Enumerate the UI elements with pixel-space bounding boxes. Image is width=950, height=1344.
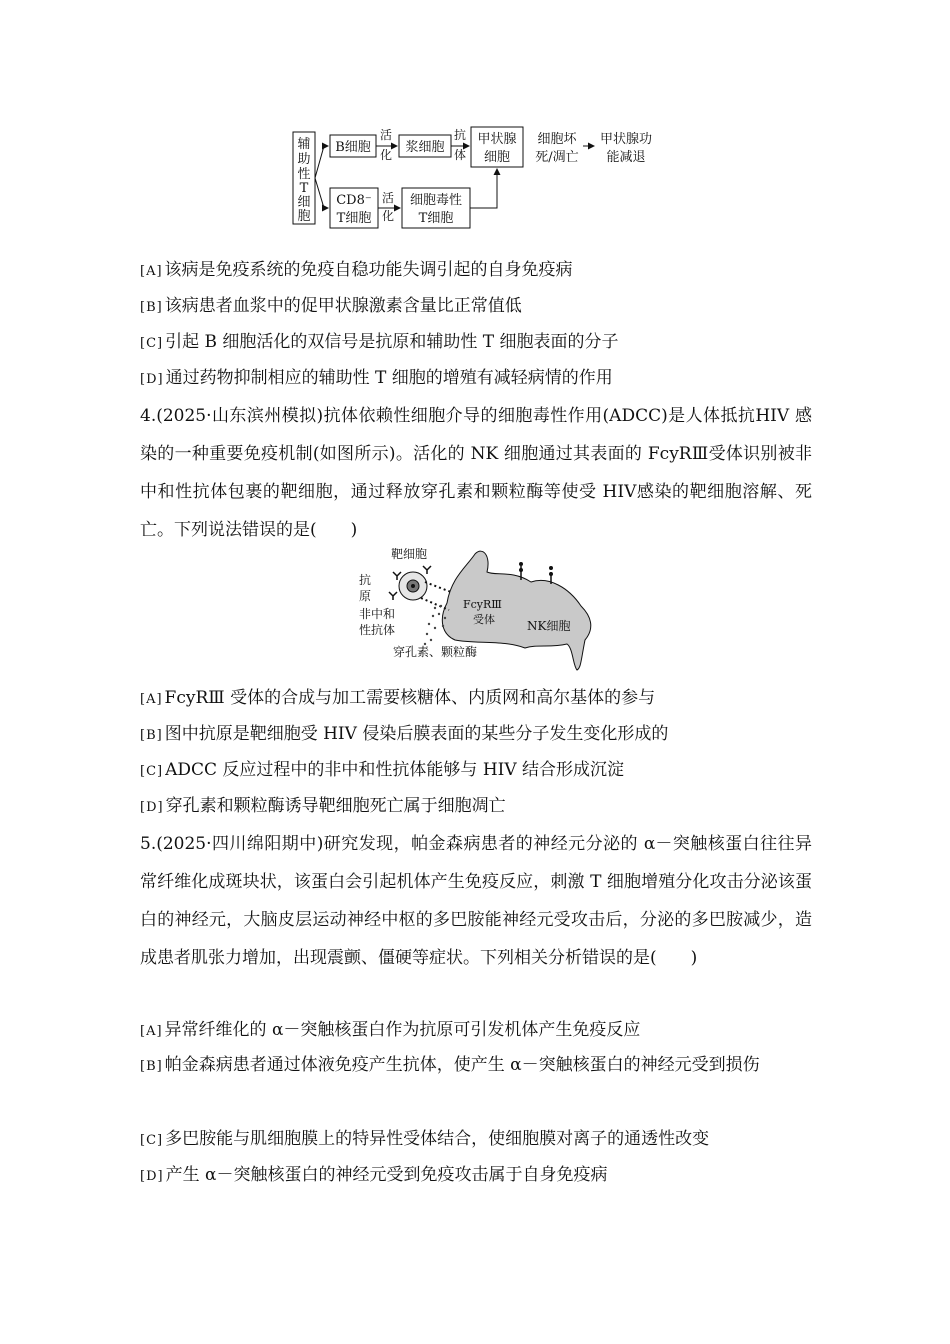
q5-option-a-label: [A] (140, 1024, 163, 1039)
q4-option-a-text: FcyRⅢ 受体的合成与加工需要核糖体、内质网和高尔基体的参与 (164, 688, 656, 708)
q5-option-b (140, 1047, 812, 1085)
q4-option-d-text: 穿孔素和颗粒酶诱导靶细胞死亡属于细胞凋亡 (165, 796, 506, 816)
q4-option-d-label: [D] (140, 800, 164, 815)
helper-t-label-3: 性 (297, 167, 311, 182)
q4-option-b-label: [B] (140, 728, 163, 743)
q4-option-c-label: [C] (140, 764, 164, 779)
thyroid-immunity-diagram (290, 122, 670, 232)
q3-option-c-text: 引起 B 细胞活化的双信号是抗原和辅助性 T 细胞表面的分子 (165, 332, 619, 352)
q3-option-a-label: [A] (140, 264, 163, 279)
q5-option-d-text: 产生 α－突触核蛋白的神经元受到免疫攻击属于自身免疫病 (165, 1165, 608, 1185)
activate-label-b1: 活 (381, 191, 395, 205)
antibody-label-2: 体 (453, 148, 467, 162)
helper-t-label-5: 细 (297, 195, 311, 210)
q5-option-a-text: 异常纤维化的 α－突触核蛋白作为抗原可引发机体产生免疫反应 (164, 1020, 641, 1040)
b-cell-label: B细胞 (335, 140, 371, 155)
antigen-label-2: 原 (359, 589, 372, 603)
q5-option-b-label: [B] (140, 1059, 163, 1074)
q4-option-b-text: 图中抗原是靶细胞受 HIV 侵染后膜表面的某些分子发生变化形成的 (164, 724, 669, 744)
q3-option-d (140, 366, 613, 392)
receptor-label-2: 受体 (473, 613, 495, 626)
q3-option-d-text: 通过药物抑制相应的辅助性 T 细胞的增殖有减轻病情的作用 (165, 368, 613, 388)
thyroid-cell-label-1: 甲状腺 (477, 132, 517, 147)
q4-stem: 4.(2025·山东滨州模拟)抗体依赖性细胞介导的细胞毒性作用(ADCC)是人体抵抗HIV 感染的一种重要免疫机制(如图所示)。活化的 NK 细胞通过其表面的 FcyRⅢ受体识别被非中和性抗体包裹的靶细胞，通过释放穿孔素和颗粒酶等使受 HIV感染的靶细胞溶解、死亡。下列说法错误的是( ) (140, 406, 812, 540)
antibody-label-1: 抗 (453, 128, 467, 142)
q5-option-a (140, 1018, 640, 1044)
release-label: 穿孔素、颗粒酶 (393, 645, 478, 659)
q4-option-a-label: [A] (140, 692, 163, 707)
helper-t-label-1: 辅 (297, 137, 311, 152)
cell-result-label-2: 死/凋亡 (535, 150, 579, 165)
q5-option-b-text: 帕金森病患者通过体液免疫产生抗体，使产生 α－突触核蛋白的神经元受到损伤 (164, 1055, 760, 1075)
q5-stem: 5.(2025·四川绵阳期中)研究发现，帕金森病患者的神经元分泌的 α－突触核蛋白往往异常纤维化成斑块状，该蛋白会引起机体产生免疫反应，刺激 T 细胞增殖分化攻击分泌该蛋白的神经元，大脑皮层运动神经中枢的多巴胺能神经元受攻击后，分泌的多巴胺减少，造成患者肌张力增加，出现震颤、僵硬等症状。下列相关分析错误的是( ) (140, 834, 812, 968)
q4-option-d (140, 794, 506, 820)
q3-option-c (140, 330, 619, 356)
thyroid-cell-label-2: 细胞 (483, 150, 511, 165)
helper-t-label-4: T (299, 181, 309, 196)
q5-option-d-label: [D] (140, 1169, 164, 1184)
activate-label-b2: 化 (381, 209, 395, 223)
q3-option-b (140, 294, 522, 320)
target-cell-label: 靶细胞 (391, 548, 428, 561)
antibody-label-2: 性抗体 (359, 623, 396, 637)
q4-option-c-text: ADCC 反应过程中的非中和性抗体能够与 HIV 结合形成沉淀 (165, 760, 625, 780)
q5-option-d (140, 1163, 607, 1189)
cd8-cell-label-1: CD8⁻ (336, 193, 372, 208)
cytotoxic-cell-label-1: 细胞毒性 (409, 193, 463, 208)
q4-option-c (140, 758, 624, 784)
cell-result-label-1: 细胞坏 (537, 132, 577, 147)
antibody-label-1: 非中和 (359, 607, 396, 621)
q3-option-d-label: [D] (140, 372, 164, 387)
helper-t-label-6: 胞 (297, 209, 311, 224)
activate-label-a1: 活 (379, 128, 393, 142)
activate-label-a2: 化 (379, 148, 393, 162)
final-result-label-2: 能减退 (606, 150, 646, 165)
q5-option-c-text: 多巴胺能与肌细胞膜上的特异性受体结合，使细胞膜对离子的通透性改变 (165, 1129, 710, 1149)
helper-t-label-2: 助 (297, 152, 311, 167)
q4-option-b (140, 722, 668, 748)
adcc-diagram (355, 548, 605, 674)
q3-option-a (140, 258, 573, 284)
cytotoxic-cell-label-2: T细胞 (418, 211, 454, 226)
q4-option-a (140, 686, 655, 712)
q5-option-c (140, 1127, 709, 1153)
receptor-label-1: FcyRⅢ (463, 598, 502, 611)
q5-option-c-label: [C] (140, 1133, 164, 1148)
nk-cell-label: NK细胞 (527, 619, 571, 633)
q3-option-b-label: [B] (140, 300, 163, 315)
q3-option-b-text: 该病患者血浆中的促甲状腺激素含量比正常值低 (164, 296, 522, 316)
plasma-cell-label: 浆细胞 (405, 140, 445, 155)
q3-option-a-text: 该病是免疫系统的免疫自稳功能失调引起的自身免疫病 (164, 260, 573, 280)
final-result-label-1: 甲状腺功 (599, 132, 653, 147)
antigen-label-1: 抗 (359, 573, 372, 587)
q3-option-c-label: [C] (140, 336, 164, 351)
cd8-cell-label-2: T细胞 (336, 211, 372, 226)
